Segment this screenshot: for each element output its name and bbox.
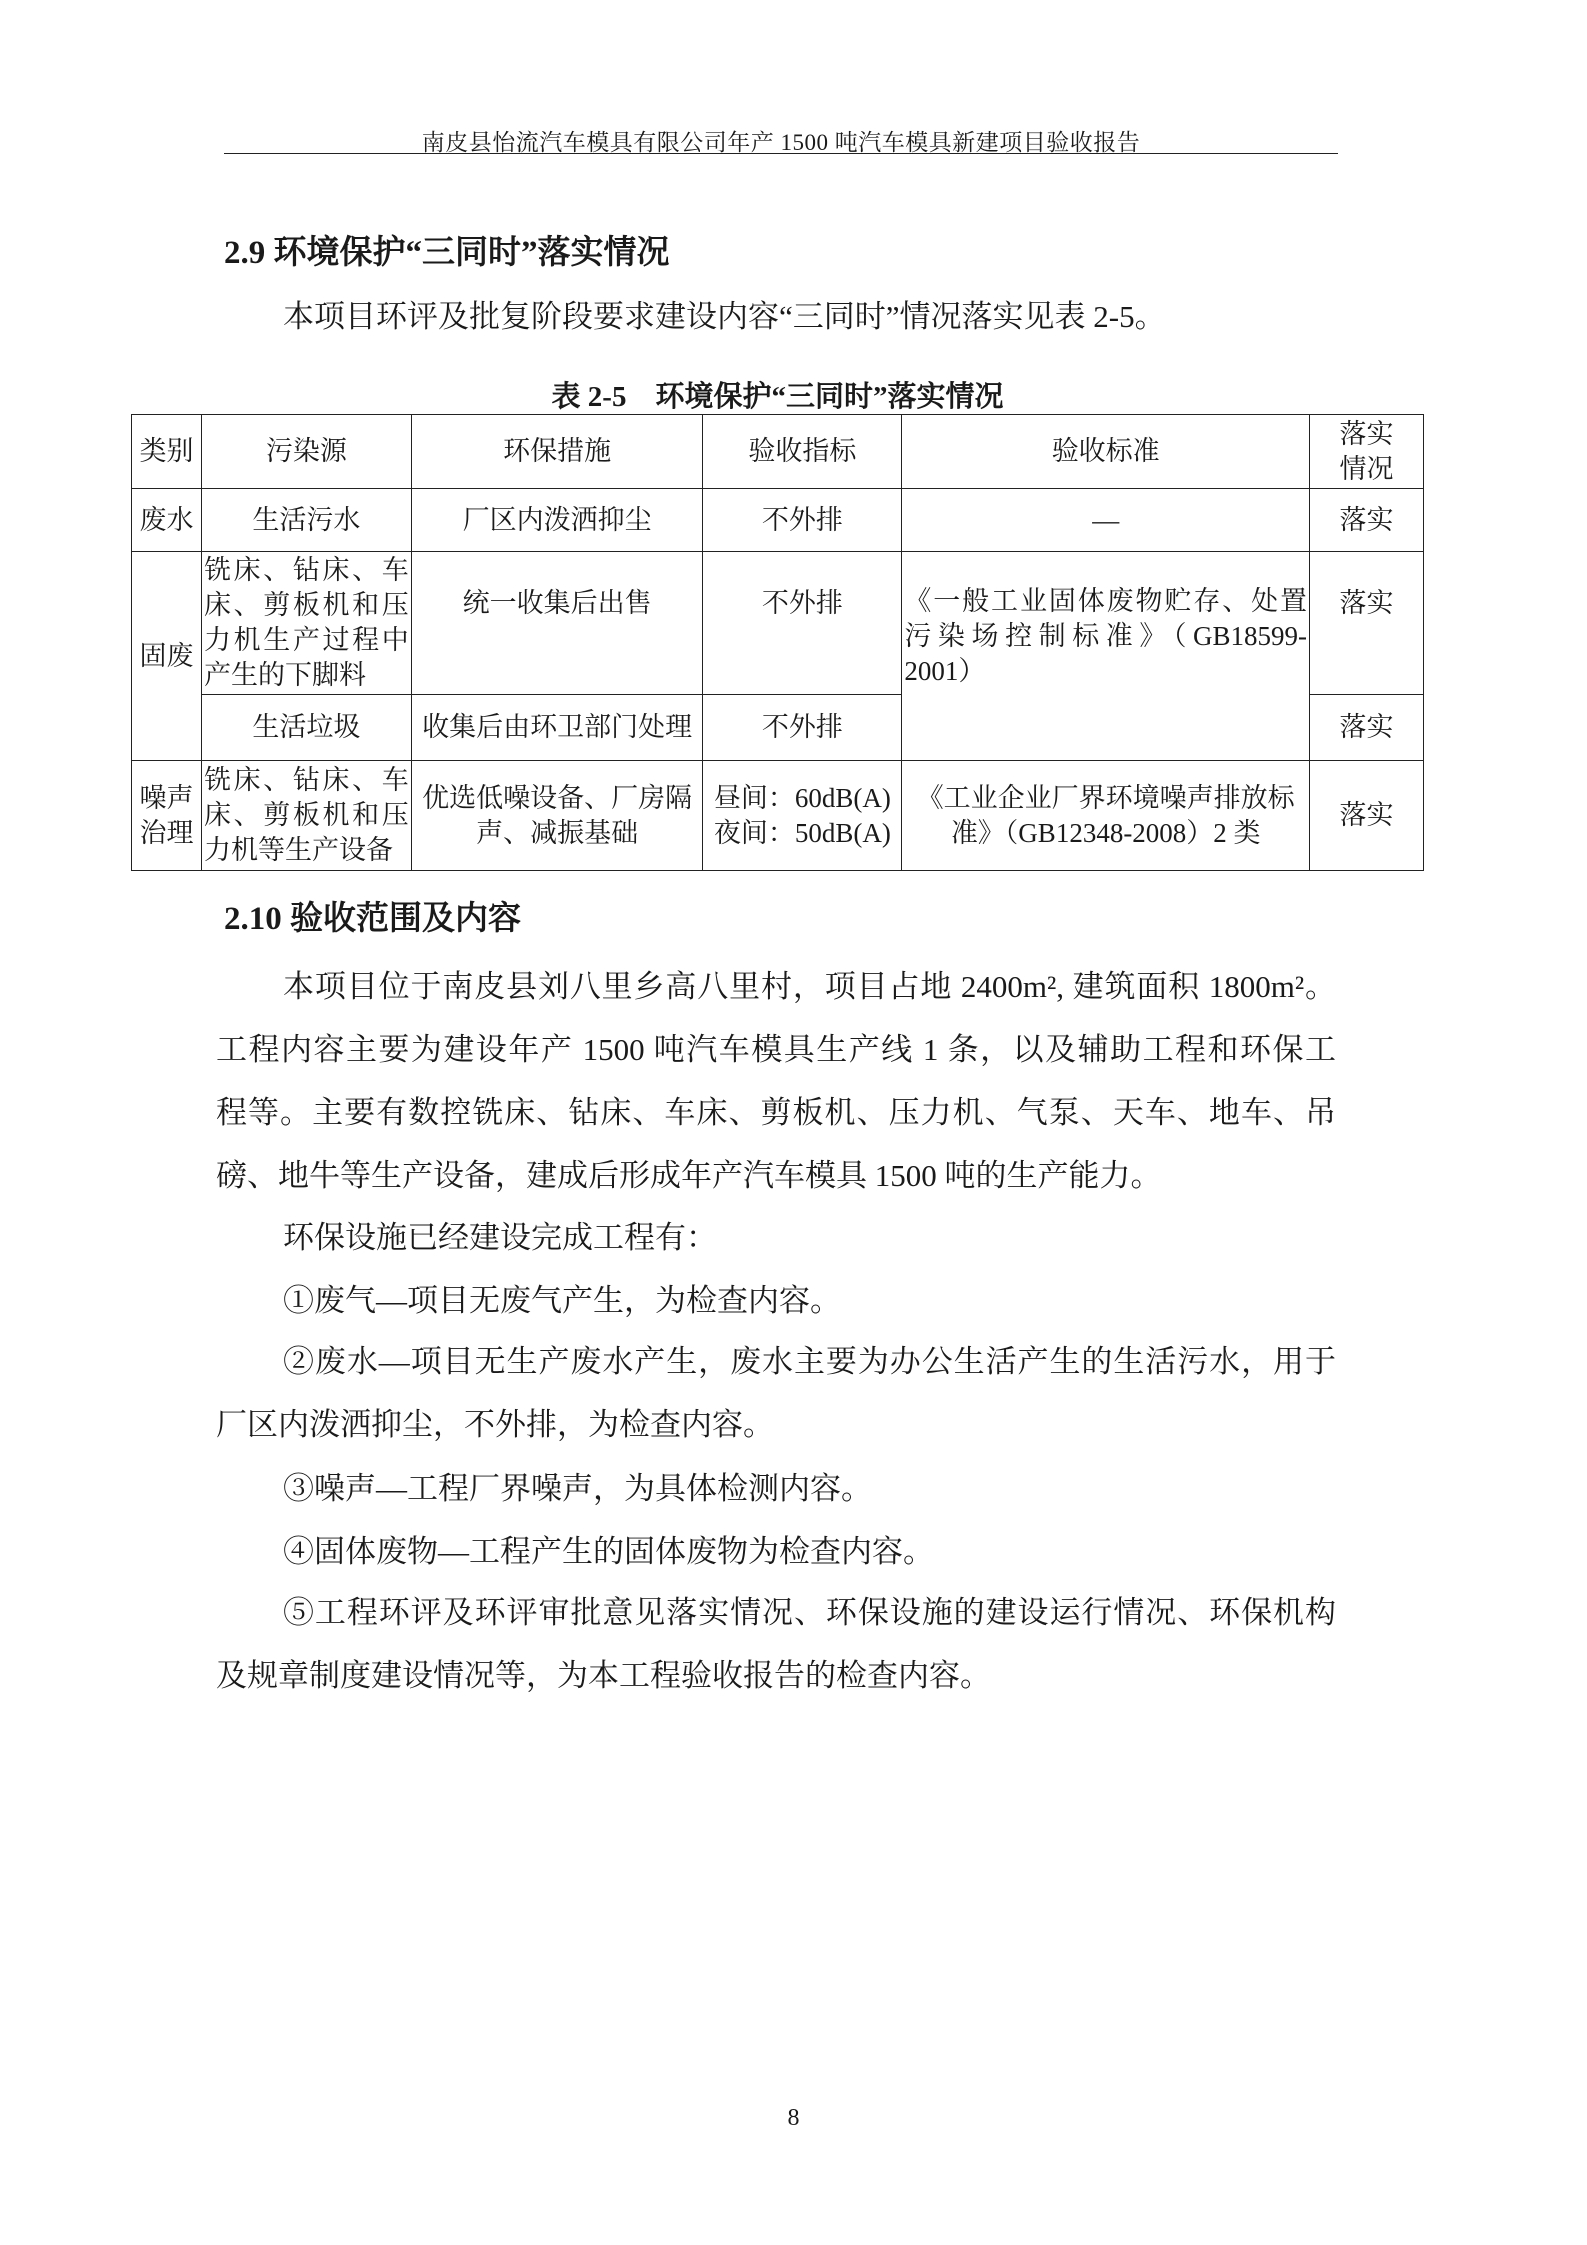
text-line: 厂区内泼洒抑尘，不外排，为检查内容。 <box>216 1407 774 1442</box>
standard-cell: 《工业企业厂界环境噪声排放标准》（GB12348-2008）2 类 <box>902 761 1310 871</box>
status-cell: 落实 <box>1310 489 1424 552</box>
paragraph-solid-waste: ④固体废物—工程产生的固体废物为检查内容。 <box>283 1534 934 1569</box>
text-line: ⑤工程环评及环评审批意见落实情况、环保设施的建设运行情况、环保机构 <box>283 1595 1336 1630</box>
table-caption: 表 2-5 环境保护“三同时”落实情况 <box>551 381 1004 413</box>
status-cell: 落实 <box>1310 761 1424 871</box>
table-row <box>132 552 1424 695</box>
paragraph-gas: ①废气—项目无废气产生，为检查内容。 <box>283 1283 841 1318</box>
index-cell: 不外排 <box>703 489 902 552</box>
paragraph-water <box>216 1346 1336 1440</box>
paragraph-noise: ③噪声—工程厂界噪声，为具体检测内容。 <box>283 1471 872 1506</box>
section-2-9-title: 2.9 环境保护“三同时”落实情况 <box>224 235 670 271</box>
paragraph-approval <box>216 1597 1336 1691</box>
source-cell: 铣床、钻床、车床、剪板机和压力机等生产设备 <box>201 761 411 871</box>
category-cell: 废水 <box>132 489 202 552</box>
source-cell: 生活垃圾 <box>201 695 411 761</box>
standard-cell: — <box>902 489 1310 552</box>
header-cell: 环保措施 <box>411 415 703 489</box>
measure-cell: 厂区内泼洒抑尘 <box>411 489 703 552</box>
text-line: 磅、地牛等生产设备，建成后形成年产汽车模具 1500 吨的生产能力。 <box>216 1158 1162 1193</box>
index-cell: 不外排 <box>703 695 902 761</box>
table-row <box>132 489 1424 552</box>
section-2-9-intro: 本项目环评及批复阶段要求建设内容“三同时”情况落实见表 2-5。 <box>283 299 1166 334</box>
page-header: 南皮县怡流汽车模具有限公司年产 1500 吨汽车模具新建项目验收报告 <box>421 130 1141 155</box>
category-cell: 噪声治理 <box>132 761 202 871</box>
header-cell: 验收标准 <box>902 415 1310 489</box>
status-cell: 落实 <box>1310 695 1424 761</box>
text-line: 程等。主要有数控铣床、钻床、车床、剪板机、压力机、气泵、天车、地车、吊 <box>216 1095 1336 1130</box>
status-cell: 落实 <box>1310 552 1424 695</box>
text-line: 工程内容主要为建设年产 1500 吨汽车模具生产线 1 条，以及辅助工程和环保工 <box>216 1032 1336 1067</box>
text-line: 本项目位于南皮县刘八里乡高八里村，项目占地 2400m², 建筑面积 1800m²。 <box>283 969 1336 1004</box>
measure-cell: 优选低噪设备、厂房隔声、减振基础 <box>411 761 703 871</box>
header-cell: 验收指标 <box>703 415 902 489</box>
header-cell: 污染源 <box>201 415 411 489</box>
section-2-10-title: 2.10 验收范围及内容 <box>224 901 521 937</box>
standard-cell: 《一般工业固体废物贮存、处置污染场控制标准》（GB18599-2001） <box>902 552 1310 761</box>
text-line: ②废水—项目无生产废水产生，废水主要为办公生活产生的生活污水，用于 <box>283 1344 1336 1379</box>
source-cell: 铣床、钻床、车床、剪板机和压力机生产过程中产生的下脚料 <box>201 552 411 695</box>
source-cell: 生活污水 <box>201 489 411 552</box>
paragraph-facilities: 环保设施已经建设完成工程有： <box>283 1220 717 1255</box>
text-line: 及规章制度建设情况等，为本工程验收报告的检查内容。 <box>216 1658 991 1693</box>
measure-cell: 统一收集后出售 <box>411 552 703 695</box>
table-row <box>132 761 1424 871</box>
table-header-row <box>132 415 1424 489</box>
index-cell: 不外排 <box>703 552 902 695</box>
index-day: 昼间：60dB(A) <box>713 782 891 813</box>
header-cell: 类别 <box>132 415 202 489</box>
index-cell <box>703 761 902 871</box>
environmental-table <box>131 414 1424 871</box>
header-cell: 落实情况 <box>1310 415 1424 489</box>
measure-cell: 收集后由环卫部门处理 <box>411 695 703 761</box>
category-cell: 固废 <box>132 552 202 761</box>
index-night: 夜间：50dB(A) <box>713 817 891 848</box>
paragraph-scope <box>216 971 1336 1191</box>
header-divider <box>224 153 1338 154</box>
page-number: 8 <box>787 2105 800 2131</box>
